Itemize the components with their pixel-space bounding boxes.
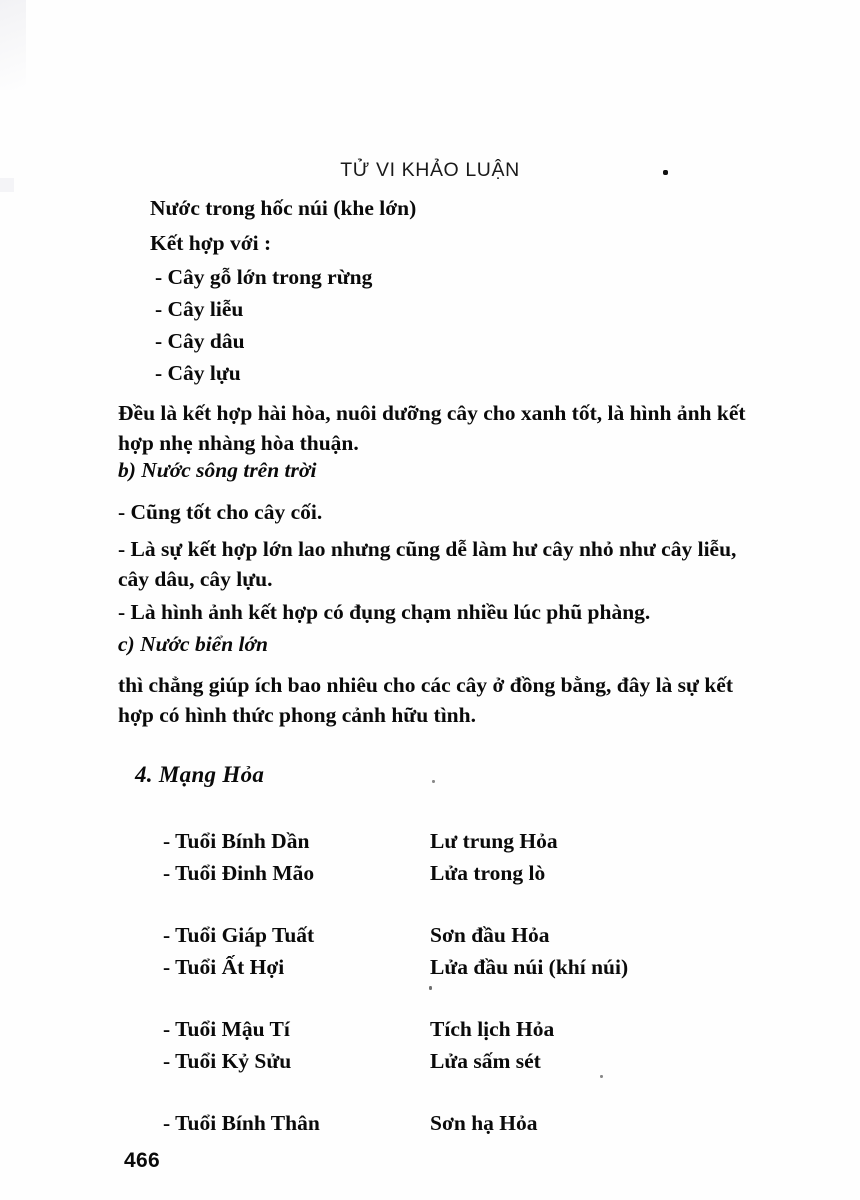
table-group-spacer [0, 987, 860, 1017]
table-cell-element-name: Lư trung Hỏa [430, 829, 558, 853]
table-cell-element-name: Lửa trong lò [430, 861, 546, 885]
scan-speck [432, 780, 435, 783]
table-row [0, 923, 860, 955]
fire-destiny-group [0, 829, 860, 893]
summary-paragraph: Đều là kết hợp hài hòa, nuôi dưỡng cây cho xanh tốt, là hình ảnh kết hợp nhẹ nhàng hòa thuận. [118, 401, 746, 455]
section-b-point-1: - Là sự kết hợp lớn lao nhưng cũng dễ làm hư cây nhỏ như cây liễu, cây dâu, cây lựu. [118, 537, 737, 591]
table-cell-element-name: Lửa sấm sét [430, 1049, 541, 1073]
fire-destiny-table [0, 829, 860, 1143]
fire-destiny-group [0, 1017, 860, 1081]
table-cell-age: - Tuổi Bính Thân [163, 1111, 320, 1135]
section-c-paragraph: thì chẳng giúp ích bao nhiêu cho các cây ở đồng bằng, đây là sự kết hợp có hình thức phong cảnh hữu tình. [118, 673, 733, 727]
tree-bullet-2: - Cây dâu [155, 329, 245, 353]
section-b-point-2: - Là hình ảnh kết hợp có đụng chạm nhiều lúc phũ phàng. [118, 600, 651, 624]
table-cell-age: - Tuổi Bính Dần [163, 829, 310, 853]
section-b-heading: b) Nước sông trên trời [118, 458, 317, 482]
fire-destiny-group [0, 923, 860, 987]
table-group-spacer [0, 893, 860, 923]
table-cell-age: - Tuổi Đinh Mão [163, 861, 315, 885]
table-cell-element-name: Sơn hạ Hỏa [430, 1111, 538, 1135]
page-number: 466 [124, 1149, 160, 1172]
table-row [0, 861, 860, 893]
section-b-point-0: - Cũng tốt cho cây cối. [118, 500, 323, 524]
table-cell-age: - Tuổi Ất Hợi [163, 955, 285, 979]
table-cell-age: - Tuổi Mậu Tí [163, 1017, 290, 1041]
table-cell-element-name: Lửa đầu núi (khí núi) [430, 955, 629, 979]
tree-bullet-3: - Cây lựu [155, 361, 241, 385]
table-cell-element-name: Tích lịch Hỏa [430, 1017, 555, 1041]
tree-bullet-1: - Cây liễu [155, 297, 244, 321]
table-row [0, 1049, 860, 1081]
tree-bullet-0: - Cây gỗ lớn trong rừng [155, 265, 373, 289]
scan-edge-artifact-top-left [0, 0, 26, 90]
intro-line-2: Kết hợp với : [150, 231, 272, 255]
table-cell-age: - Tuổi Kỷ Sửu [163, 1049, 292, 1073]
table-row [0, 1111, 860, 1143]
section-4-heading: 4. Mạng Hỏa [135, 762, 265, 787]
table-row [0, 1017, 860, 1049]
running-head: TỬ VI KHẢO LUẬN [340, 159, 520, 181]
fire-destiny-group [0, 1111, 860, 1143]
table-cell-element-name: Sơn đầu Hỏa [430, 923, 550, 947]
table-cell-age: - Tuổi Giáp Tuất [163, 923, 315, 947]
intro-line-1: Nước trong hốc núi (khe lớn) [150, 196, 417, 220]
table-row [0, 829, 860, 861]
section-c-heading: c) Nước biển lớn [118, 632, 269, 656]
table-row [0, 955, 860, 987]
table-group-spacer [0, 1081, 860, 1111]
